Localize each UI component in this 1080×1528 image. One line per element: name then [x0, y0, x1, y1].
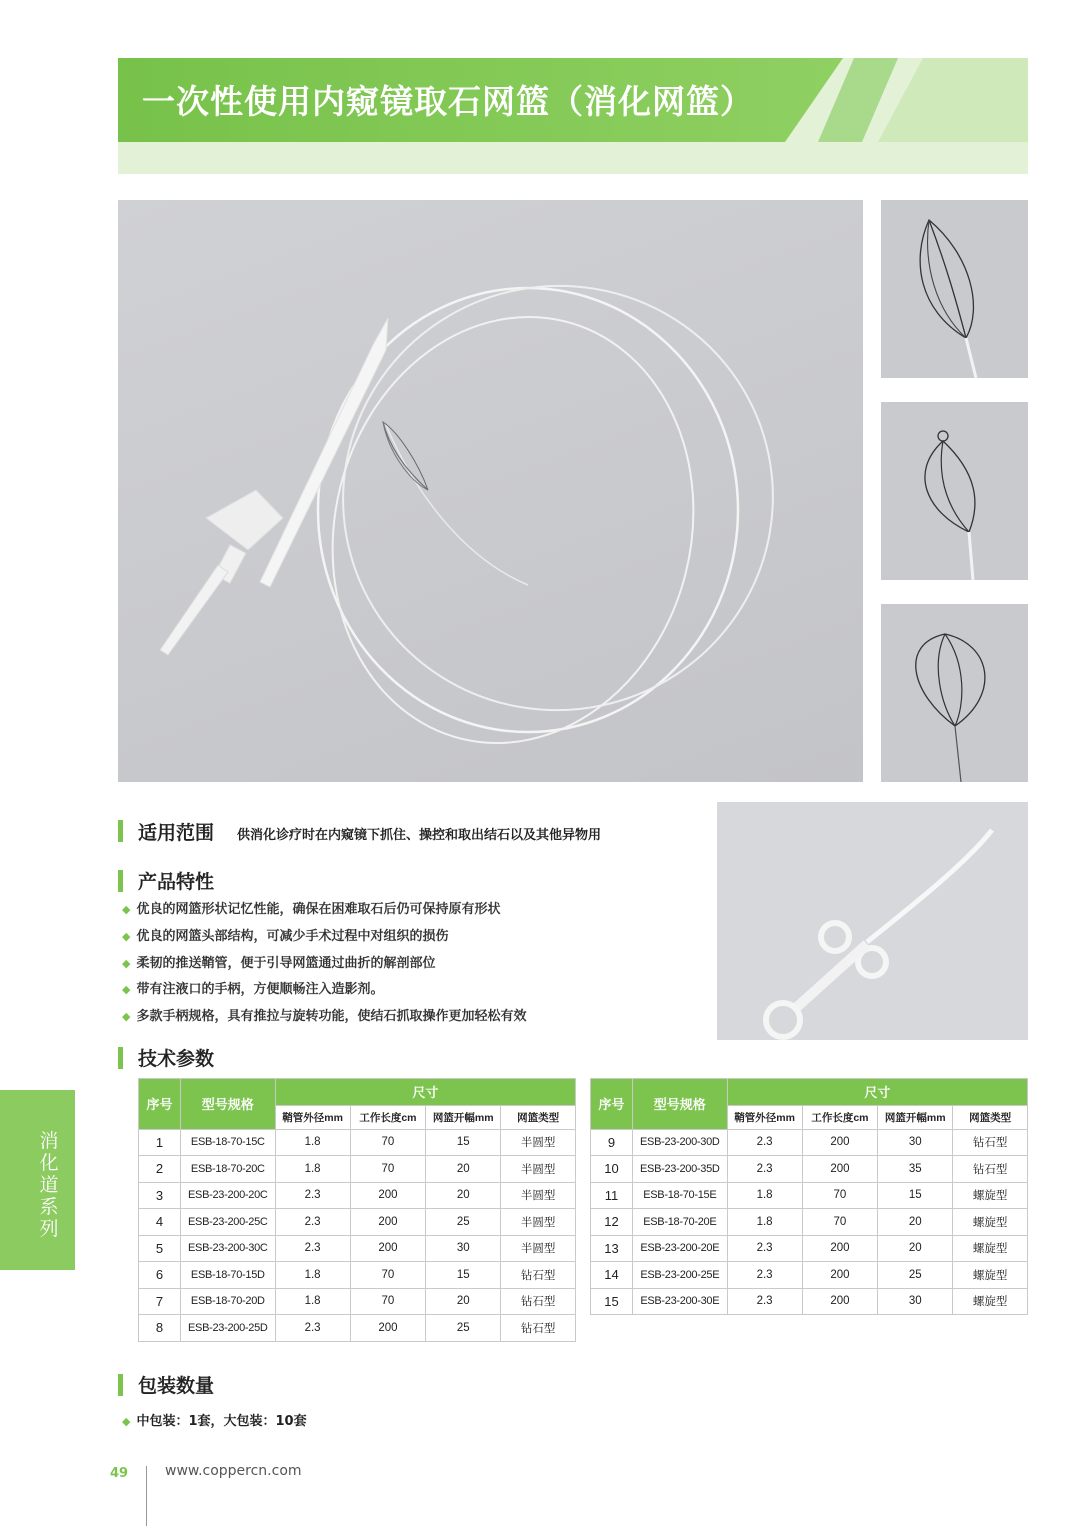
model-cell: ESB-23-200-35D [632, 1156, 727, 1183]
type-cell: 钻石型 [953, 1156, 1028, 1183]
od-cell: 1.8 [727, 1182, 802, 1209]
basket-icon [881, 402, 1028, 580]
model-cell: ESB-18-70-15C [180, 1129, 275, 1156]
open-cell: 15 [426, 1129, 501, 1156]
header-open: 网篮开幅mm [426, 1105, 501, 1129]
type-cell: 螺旋型 [953, 1288, 1028, 1315]
type-cell: 半圆型 [501, 1235, 576, 1262]
length-cell: 200 [350, 1315, 426, 1342]
model-cell: ESB-23-200-25E [632, 1262, 727, 1289]
length-cell: 70 [350, 1288, 426, 1315]
header-type: 网篮类型 [501, 1105, 576, 1129]
table-row [139, 1262, 576, 1289]
length-cell: 200 [802, 1129, 878, 1156]
header-size: 尺寸 [727, 1079, 1027, 1106]
header-od: 鞘管外径mm [275, 1105, 350, 1129]
banner-stripe [878, 58, 1028, 142]
basket-icon [881, 200, 1028, 378]
length-cell: 200 [350, 1235, 426, 1262]
seq-cell: 1 [139, 1129, 181, 1156]
seq-cell: 4 [139, 1209, 181, 1236]
table-row [591, 1156, 1028, 1183]
table-row [591, 1262, 1028, 1289]
basket-icon [881, 604, 1028, 782]
od-cell: 2.3 [275, 1315, 350, 1342]
model-cell: ESB-23-200-25D [180, 1315, 275, 1342]
product-illustration [118, 200, 863, 782]
features-heading: 产品特性 [138, 871, 215, 893]
table-row [591, 1182, 1028, 1209]
length-cell: 70 [802, 1182, 878, 1209]
seq-cell: 12 [591, 1209, 633, 1236]
model-cell: ESB-18-70-20C [180, 1156, 275, 1183]
seq-cell: 15 [591, 1288, 633, 1315]
seq-cell: 8 [139, 1315, 181, 1342]
table-row [591, 1209, 1028, 1236]
page-title: 一次性使用内窥镜取石网篮（消化网篮） [142, 82, 754, 121]
basket-thumbnail-spiral [881, 604, 1028, 782]
length-cell: 70 [350, 1129, 426, 1156]
side-category-label: 消化道系列 [39, 1130, 59, 1240]
seq-cell: 11 [591, 1182, 633, 1209]
diamond-bullet-icon: ◆ [122, 957, 131, 970]
open-cell: 20 [426, 1288, 501, 1315]
header-model: 型号规格 [632, 1079, 727, 1130]
type-cell: 钻石型 [501, 1288, 576, 1315]
length-cell: 70 [350, 1262, 426, 1289]
od-cell: 1.8 [727, 1209, 802, 1236]
length-cell: 200 [802, 1235, 878, 1262]
handle-illustration [717, 802, 1028, 1040]
model-cell: ESB-18-70-15D [180, 1262, 275, 1289]
table-row [591, 1288, 1028, 1315]
model-cell: ESB-23-200-25C [180, 1209, 275, 1236]
packaging-heading: 包装数量 [138, 1375, 215, 1397]
type-cell: 半圆型 [501, 1209, 576, 1236]
open-cell: 25 [878, 1262, 953, 1289]
open-cell: 30 [878, 1129, 953, 1156]
od-cell: 2.3 [275, 1235, 350, 1262]
scope-heading: 适用范围 [138, 822, 215, 844]
model-cell: ESB-23-200-30D [632, 1129, 727, 1156]
open-cell: 35 [878, 1156, 953, 1183]
type-cell: 半圆型 [501, 1156, 576, 1183]
od-cell: 2.3 [727, 1129, 802, 1156]
section-marker [118, 820, 123, 842]
website-link[interactable]: www.coppercn.com [165, 1463, 302, 1479]
table-body [591, 1129, 1028, 1315]
type-cell: 螺旋型 [953, 1209, 1028, 1236]
seq-cell: 7 [139, 1288, 181, 1315]
diamond-bullet-icon: ◆ [122, 930, 131, 943]
seq-cell: 5 [139, 1235, 181, 1262]
model-cell: ESB-23-200-20E [632, 1235, 727, 1262]
od-cell: 1.8 [275, 1129, 350, 1156]
length-cell: 200 [802, 1156, 878, 1183]
open-cell: 20 [426, 1156, 501, 1183]
type-cell: 螺旋型 [953, 1235, 1028, 1262]
spec-table-left [138, 1078, 576, 1342]
table-row [139, 1288, 576, 1315]
open-cell: 25 [426, 1315, 501, 1342]
seq-cell: 13 [591, 1235, 633, 1262]
length-cell: 200 [802, 1262, 878, 1289]
table-row [139, 1315, 576, 1342]
table-row [139, 1209, 576, 1236]
seq-cell: 10 [591, 1156, 633, 1183]
open-cell: 30 [878, 1288, 953, 1315]
table-body [139, 1129, 576, 1341]
seq-cell: 14 [591, 1262, 633, 1289]
type-cell: 螺旋型 [953, 1262, 1028, 1289]
diamond-bullet-icon: ◆ [122, 903, 131, 916]
seq-cell: 3 [139, 1182, 181, 1209]
table-row [139, 1235, 576, 1262]
header-model: 型号规格 [180, 1079, 275, 1130]
od-cell: 2.3 [727, 1262, 802, 1289]
model-cell: ESB-23-200-30C [180, 1235, 275, 1262]
open-cell: 15 [426, 1262, 501, 1289]
type-cell: 钻石型 [501, 1262, 576, 1289]
diamond-bullet-icon: ◆ [122, 1415, 131, 1428]
model-cell: ESB-18-70-20E [632, 1209, 727, 1236]
basket-thumbnail-semicircle [881, 200, 1028, 378]
feature-item: ◆ 多款手柄规格，具有推拉与旋转功能，使结石抓取操作更加轻松有效 [122, 1009, 527, 1024]
open-cell: 20 [426, 1182, 501, 1209]
model-cell: ESB-18-70-20D [180, 1288, 275, 1315]
header-open: 网篮开幅mm [878, 1105, 953, 1129]
type-cell: 钻石型 [501, 1315, 576, 1342]
seq-cell: 9 [591, 1129, 633, 1156]
scope-text: 供消化诊疗时在内窥镜下抓住、操控和取出结石以及其他异物用 [237, 828, 602, 843]
open-cell: 20 [878, 1235, 953, 1262]
od-cell: 2.3 [275, 1182, 350, 1209]
feature-item: ◆ 优良的网篮头部结构，可减少手术过程中对组织的损伤 [122, 929, 449, 944]
header-banner [118, 58, 1028, 174]
diamond-bullet-icon: ◆ [122, 1010, 131, 1023]
footer-divider [146, 1466, 147, 1526]
model-cell: ESB-23-200-30E [632, 1288, 727, 1315]
type-cell: 半圆型 [501, 1129, 576, 1156]
seq-cell: 2 [139, 1156, 181, 1183]
page-number: 49 [110, 1466, 129, 1481]
seq-cell: 6 [139, 1262, 181, 1289]
basket-thumbnail-diamond [881, 402, 1028, 580]
od-cell: 2.3 [727, 1156, 802, 1183]
od-cell: 2.3 [727, 1235, 802, 1262]
type-cell: 螺旋型 [953, 1182, 1028, 1209]
od-cell: 2.3 [727, 1288, 802, 1315]
tech-heading: 技术参数 [138, 1048, 215, 1070]
od-cell: 1.8 [275, 1156, 350, 1183]
diamond-bullet-icon: ◆ [122, 983, 131, 996]
length-cell: 200 [802, 1288, 878, 1315]
open-cell: 20 [878, 1209, 953, 1236]
header-length: 工作长度cm [802, 1105, 878, 1129]
model-cell: ESB-23-200-20C [180, 1182, 275, 1209]
table-row [591, 1129, 1028, 1156]
feature-item: ◆ 优良的网篮形状记忆性能，确保在困难取石后仍可保持原有形状 [122, 902, 501, 917]
header-od: 鞘管外径mm [727, 1105, 802, 1129]
table-row [139, 1156, 576, 1183]
header-type: 网篮类型 [953, 1105, 1028, 1129]
handle-photo [717, 802, 1028, 1040]
section-marker [118, 1047, 123, 1069]
table-row [591, 1235, 1028, 1262]
table-row [139, 1129, 576, 1156]
model-cell: ESB-18-70-15E [632, 1182, 727, 1209]
length-cell: 200 [350, 1182, 426, 1209]
length-cell: 70 [802, 1209, 878, 1236]
section-marker [118, 1374, 123, 1396]
type-cell: 钻石型 [953, 1129, 1028, 1156]
header-seq: 序号 [139, 1079, 181, 1130]
feature-item: ◆ 柔韧的推送鞘管，便于引导网篮通过曲折的解剖部位 [122, 956, 436, 971]
open-cell: 15 [878, 1182, 953, 1209]
packaging-text: ◆ 中包装：1套，大包装：10套 [122, 1414, 307, 1429]
spec-table-right [590, 1078, 1028, 1315]
open-cell: 30 [426, 1235, 501, 1262]
open-cell: 25 [426, 1209, 501, 1236]
length-cell: 200 [350, 1209, 426, 1236]
section-marker [118, 870, 123, 892]
feature-item: ◆ 带有注液口的手柄，方便顺畅注入造影剂。 [122, 982, 384, 997]
header-length: 工作长度cm [350, 1105, 426, 1129]
od-cell: 2.3 [275, 1209, 350, 1236]
od-cell: 1.8 [275, 1288, 350, 1315]
type-cell: 半圆型 [501, 1182, 576, 1209]
header-seq: 序号 [591, 1079, 633, 1130]
od-cell: 1.8 [275, 1262, 350, 1289]
table-row [139, 1182, 576, 1209]
length-cell: 70 [350, 1156, 426, 1183]
product-photo [118, 200, 863, 782]
header-size: 尺寸 [275, 1079, 575, 1106]
